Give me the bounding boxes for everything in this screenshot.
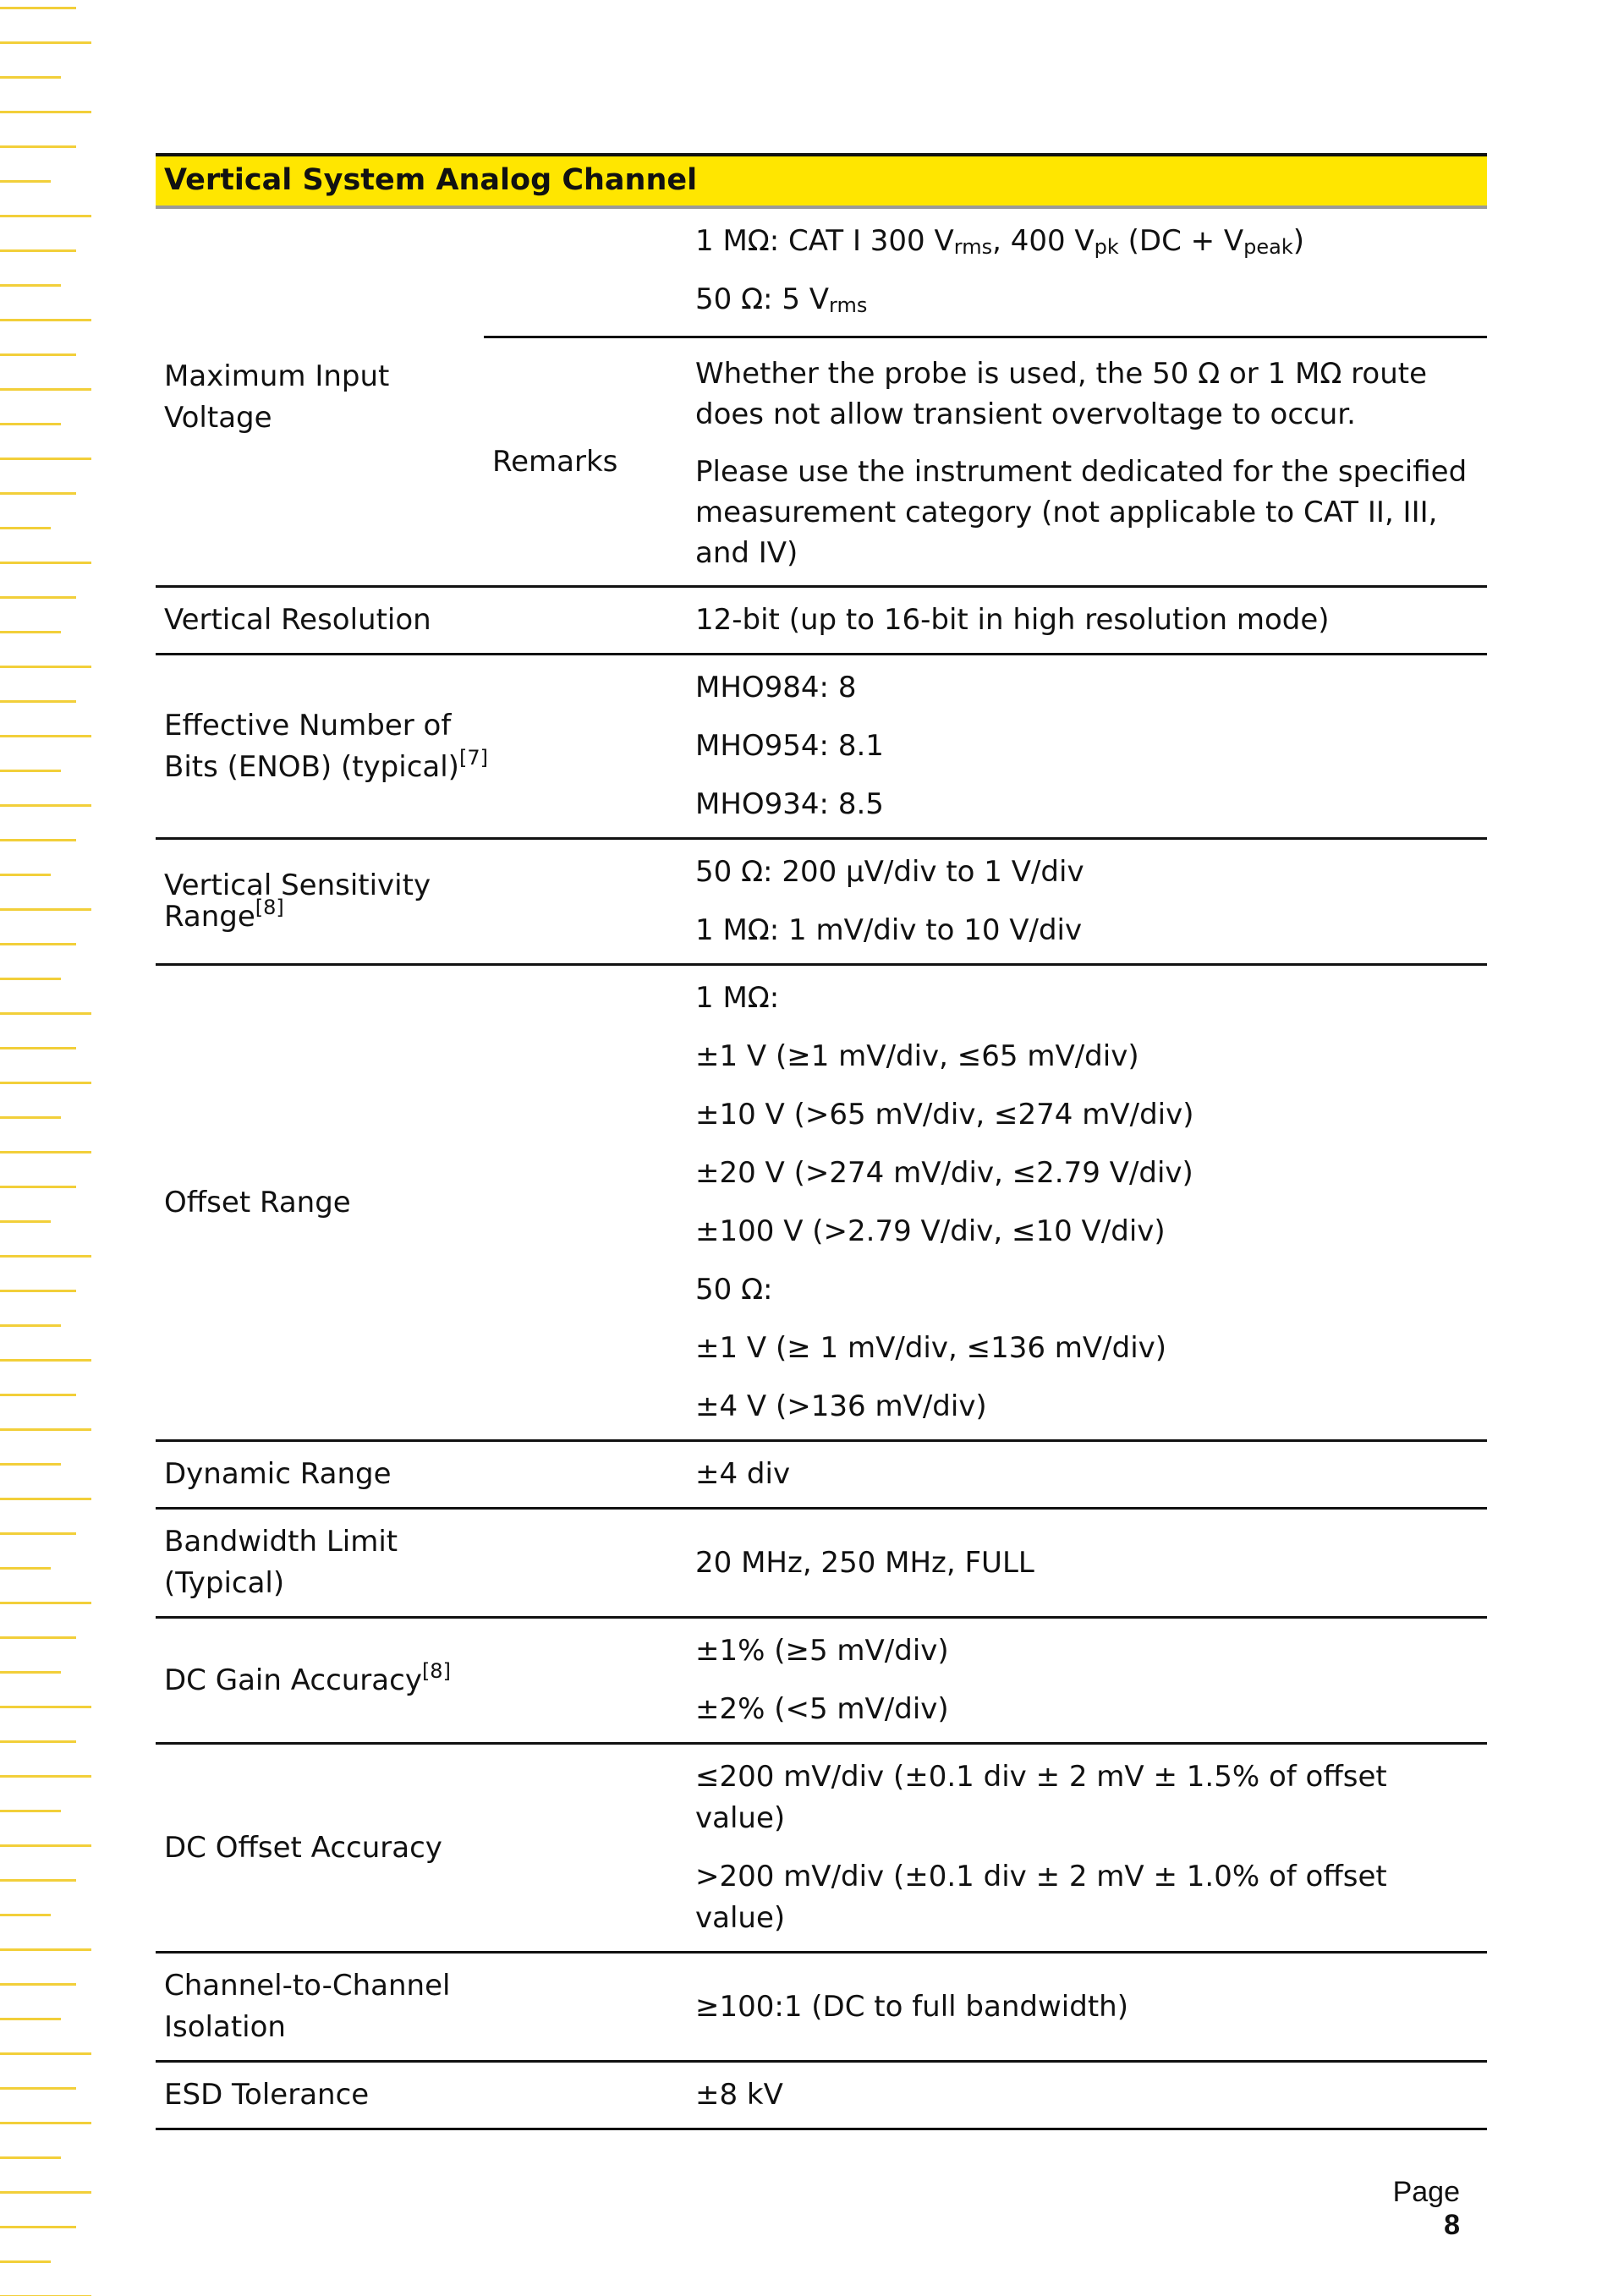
- ruler-tick: [0, 353, 76, 356]
- ruler-tick: [0, 1047, 76, 1049]
- spec-table: [156, 153, 1487, 2130]
- ruler-tick: [0, 527, 51, 529]
- param-dynamic: Dynamic Range: [156, 1441, 695, 1509]
- ruler-tick: [0, 1879, 76, 1882]
- table-row: [156, 207, 1487, 337]
- ruler-tick: [0, 249, 76, 252]
- param-dcoffset: DC Offset Accuracy: [156, 1744, 695, 1953]
- ruler-tick: [0, 1324, 61, 1327]
- ruler-tick: [0, 1740, 76, 1743]
- ruler-tick: [0, 1290, 76, 1292]
- ruler-tick: [0, 1810, 61, 1812]
- value-dcgain: ±1% (≥5 mV/div) ±2% (<5 mV/div): [695, 1618, 1487, 1744]
- ruler-tick: [0, 458, 91, 460]
- ruler-tick: [0, 1671, 61, 1674]
- remarks-label: Remarks: [484, 337, 695, 587]
- ruler-tick: [0, 2122, 91, 2124]
- ruler-tick: [0, 1186, 76, 1188]
- value-dcoffset: ≤200 mV/div (±0.1 div ± 2 mV ± 1.5% of offset value) >200 mV/div (±0.1 div ± 2 mV ± 1.0% of offset value): [695, 1744, 1487, 1953]
- ruler-tick: [0, 1567, 51, 1570]
- ruler-tick: [0, 770, 61, 772]
- param-offset: Offset Range: [156, 965, 695, 1441]
- ruler-tick: [0, 1775, 91, 1778]
- ruler-tick: [0, 562, 91, 564]
- ruler-tick: [0, 1255, 91, 1258]
- ruler-tick: [0, 2260, 51, 2263]
- ruler-tick: [0, 215, 91, 217]
- param-resolution: Vertical Resolution: [156, 587, 695, 655]
- ruler-tick: [0, 111, 91, 113]
- ruler-tick: [0, 1359, 91, 1362]
- ruler-tick: [0, 804, 91, 807]
- table-title-row: [156, 155, 1487, 207]
- value-bwlimit: 20 MHz, 250 MHz, FULL: [695, 1509, 1487, 1618]
- value-sensitivity: 50 Ω: 200 μV/div to 1 V/div 1 MΩ: 1 mV/div to 10 V/div: [695, 839, 1487, 965]
- ruler-tick: [0, 2087, 76, 2090]
- ruler-tick: [0, 2226, 76, 2228]
- ruler-tick: [0, 908, 91, 911]
- ruler-tick: [0, 1220, 51, 1223]
- ruler-tick: [0, 2191, 91, 2194]
- ruler-tick: [0, 2156, 61, 2159]
- ruler-tick: [0, 284, 61, 287]
- ruler-tick: [0, 1463, 61, 1466]
- ruler-tick: [0, 1983, 76, 1986]
- table-row: [156, 1441, 1487, 1509]
- ruler-tick: [0, 839, 76, 841]
- page-number: Page 8: [1392, 2176, 1460, 2241]
- param-esd: ESD Tolerance: [156, 2062, 695, 2129]
- table-row: [156, 1509, 1487, 1618]
- table-row: [156, 655, 1487, 839]
- ruler-tick: [0, 1706, 91, 1708]
- table-title: Vertical System Analog Channel: [156, 155, 1487, 207]
- param-sensitivity: Vertical Sensitivity Range[8]: [156, 839, 695, 965]
- ruler-tick: [0, 1602, 91, 1604]
- ruler-tick: [0, 1394, 76, 1396]
- ruler-tick: [0, 1498, 91, 1500]
- ruler-tick: [0, 180, 51, 183]
- ruler-tick: [0, 1532, 76, 1535]
- table-row: [156, 1953, 1487, 2062]
- remarks-value: Whether the probe is used, the 50 Ω or 1 MΩ route does not allow transient overvoltage to occur. Please use the instrument dedicated for the specified measurement category (not applicable to CAT II, III, and IV): [695, 337, 1487, 587]
- value-offset: 1 MΩ: ±1 V (≥1 mV/div, ≤65 mV/div) ±10 V (>65 mV/div, ≤274 mV/div) ±20 V (>274 mV/div, ≤2.79 V/div) ±100 V (>2.79 V/div, ≤10 V/div) 50 Ω: ±1 V (≥ 1 mV/div, ≤136 mV/div) ±4 V (>136 mV/div): [695, 965, 1487, 1441]
- param-dcgain: DC Gain Accuracy[8]: [156, 1618, 695, 1744]
- table-row: [156, 587, 1487, 655]
- param-enob: Effective Number of Bits (ENOB) (typical)[7]: [156, 655, 695, 839]
- ruler-tick: [0, 700, 76, 703]
- ruler-tick: [0, 874, 51, 876]
- table-row: [156, 965, 1487, 1441]
- ruler-tick: [0, 596, 76, 599]
- margin-ruler: [0, 0, 102, 2296]
- ruler-tick: [0, 7, 76, 9]
- ruler-tick: [0, 2018, 61, 2020]
- ruler-tick: [0, 1844, 91, 1847]
- ruler-tick: [0, 1116, 61, 1119]
- ruler-tick: [0, 1914, 51, 1916]
- ruler-tick: [0, 1948, 91, 1951]
- ruler-tick: [0, 1082, 91, 1084]
- ruler-tick: [0, 1151, 91, 1153]
- ruler-tick: [0, 1428, 91, 1431]
- value-isolation: ≥100:1 (DC to full bandwidth): [695, 1953, 1487, 2062]
- ruler-tick: [0, 145, 76, 148]
- ruler-tick: [0, 41, 91, 44]
- ruler-tick: [0, 492, 76, 495]
- ruler-tick: [0, 631, 61, 633]
- ruler-tick: [0, 1636, 76, 1639]
- table-row: [156, 1618, 1487, 1744]
- ruler-tick: [0, 1012, 91, 1015]
- ruler-tick: [0, 978, 61, 980]
- ruler-tick: [0, 423, 61, 425]
- param-bwlimit: Bandwidth Limit (Typical): [156, 1509, 695, 1618]
- value-dynamic: ±4 div: [695, 1441, 1487, 1509]
- ruler-tick: [0, 388, 91, 391]
- table-row: [156, 839, 1487, 965]
- param-isolation: Channel-to-Channel Isolation: [156, 1953, 695, 2062]
- value-esd: ±8 kV: [695, 2062, 1487, 2129]
- ruler-tick: [0, 735, 91, 737]
- value-resolution: 12-bit (up to 16-bit in high resolution mode): [695, 587, 1487, 655]
- ruler-tick: [0, 319, 91, 321]
- table-row: [156, 2062, 1487, 2129]
- ruler-tick: [0, 666, 91, 668]
- ruler-tick: [0, 76, 61, 79]
- table-row: [156, 1744, 1487, 1953]
- param-max-input: Maximum Input Voltage: [156, 207, 484, 587]
- value-max-input: 1 MΩ: CAT I 300 $V_{rms}$, 400 $V_{pk}$ $(DC + V_{peak})$ 50 Ω: 5 $V_{rms}$: [695, 224, 1305, 317]
- ruler-tick: [0, 2052, 91, 2055]
- value-enob: MHO984: 8 MHO954: 8.1 MHO934: 8.5: [695, 655, 1487, 839]
- ruler-tick: [0, 943, 76, 945]
